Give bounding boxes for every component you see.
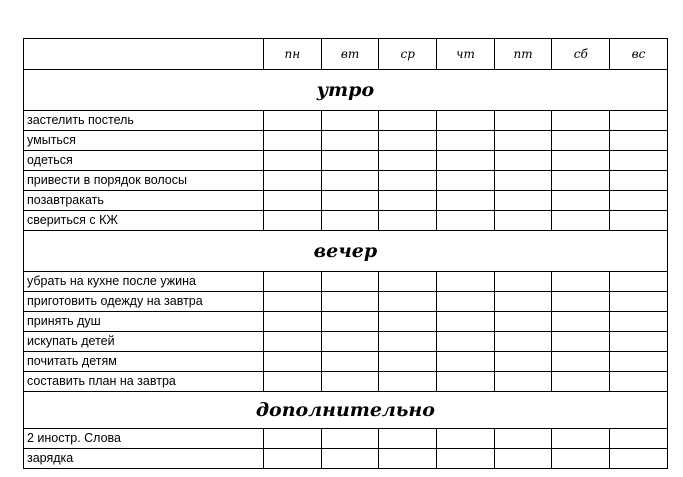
check-cell[interactable]: [610, 372, 668, 392]
check-cell[interactable]: [437, 312, 495, 332]
check-cell[interactable]: [321, 131, 379, 151]
check-cell[interactable]: [494, 171, 552, 191]
task-label: одеться: [24, 151, 264, 171]
check-cell[interactable]: [264, 312, 322, 332]
check-cell[interactable]: [494, 429, 552, 449]
task-row: [24, 191, 668, 211]
check-cell[interactable]: [494, 332, 552, 352]
check-cell[interactable]: [494, 211, 552, 231]
check-cell[interactable]: [552, 272, 610, 292]
task-label: застелить постель: [24, 111, 264, 131]
check-cell[interactable]: [264, 429, 322, 449]
task-label: приготовить одежду на завтра: [24, 292, 264, 312]
day-header-sat: сб: [552, 39, 610, 70]
day-header-fri: пт: [494, 39, 552, 70]
check-cell[interactable]: [610, 312, 668, 332]
check-cell[interactable]: [610, 272, 668, 292]
check-cell[interactable]: [321, 372, 379, 392]
section-title: дополнительно: [24, 392, 668, 429]
task-label: 2 иностр. Слова: [24, 429, 264, 449]
task-row: [24, 352, 668, 372]
check-cell[interactable]: [494, 191, 552, 211]
check-cell[interactable]: [321, 272, 379, 292]
check-cell[interactable]: [494, 272, 552, 292]
task-label: свериться с КЖ: [24, 211, 264, 231]
check-cell[interactable]: [379, 191, 437, 211]
check-cell[interactable]: [321, 211, 379, 231]
check-cell[interactable]: [552, 151, 610, 171]
check-cell[interactable]: [321, 151, 379, 171]
task-row: [24, 292, 668, 312]
check-cell[interactable]: [552, 171, 610, 191]
check-cell[interactable]: [552, 191, 610, 211]
day-header-thu: чт: [437, 39, 495, 70]
task-row: [24, 372, 668, 392]
check-cell[interactable]: [437, 332, 495, 352]
check-cell[interactable]: [494, 449, 552, 469]
task-label: привести в порядок волосы: [24, 171, 264, 191]
task-row: [24, 131, 668, 151]
habit-tracker-table: [23, 38, 668, 469]
check-cell[interactable]: [264, 352, 322, 372]
task-label: умыться: [24, 131, 264, 151]
check-cell[interactable]: [437, 292, 495, 312]
check-cell[interactable]: [437, 191, 495, 211]
check-cell[interactable]: [379, 211, 437, 231]
check-cell[interactable]: [379, 352, 437, 372]
check-cell[interactable]: [264, 211, 322, 231]
check-cell[interactable]: [379, 292, 437, 312]
day-header-sun: вс: [610, 39, 668, 70]
check-cell[interactable]: [379, 449, 437, 469]
check-cell[interactable]: [264, 191, 322, 211]
section-row: [24, 231, 668, 272]
section-title: утро: [24, 70, 668, 111]
task-row: [24, 272, 668, 292]
task-label: принять душ: [24, 312, 264, 332]
section-row: [24, 392, 668, 429]
task-row: [24, 429, 668, 449]
day-header-mon: пн: [264, 39, 322, 70]
check-cell[interactable]: [610, 151, 668, 171]
check-cell[interactable]: [552, 332, 610, 352]
check-cell[interactable]: [264, 332, 322, 352]
task-row: [24, 171, 668, 191]
check-cell[interactable]: [321, 449, 379, 469]
check-cell[interactable]: [379, 312, 437, 332]
task-row: [24, 449, 668, 469]
day-header-wed: ср: [379, 39, 437, 70]
check-cell[interactable]: [379, 372, 437, 392]
check-cell[interactable]: [552, 449, 610, 469]
check-cell[interactable]: [437, 131, 495, 151]
check-cell[interactable]: [494, 111, 552, 131]
check-cell[interactable]: [264, 151, 322, 171]
check-cell[interactable]: [264, 131, 322, 151]
task-label: почитать детям: [24, 352, 264, 372]
corner-cell: [24, 39, 264, 70]
check-cell[interactable]: [264, 272, 322, 292]
check-cell[interactable]: [321, 111, 379, 131]
check-cell[interactable]: [437, 111, 495, 131]
check-cell[interactable]: [321, 352, 379, 372]
check-cell[interactable]: [437, 352, 495, 372]
task-label: искупать детей: [24, 332, 264, 352]
task-row: [24, 111, 668, 131]
check-cell[interactable]: [552, 111, 610, 131]
check-cell[interactable]: [321, 312, 379, 332]
check-cell[interactable]: [321, 191, 379, 211]
task-row: [24, 312, 668, 332]
check-cell[interactable]: [494, 151, 552, 171]
check-cell[interactable]: [552, 131, 610, 151]
check-cell[interactable]: [552, 372, 610, 392]
check-cell[interactable]: [437, 449, 495, 469]
task-label: составить план на завтра: [24, 372, 264, 392]
check-cell[interactable]: [552, 429, 610, 449]
check-cell[interactable]: [437, 272, 495, 292]
check-cell[interactable]: [610, 171, 668, 191]
check-cell[interactable]: [494, 292, 552, 312]
check-cell[interactable]: [610, 292, 668, 312]
check-cell[interactable]: [379, 332, 437, 352]
check-cell[interactable]: [379, 111, 437, 131]
check-cell[interactable]: [552, 312, 610, 332]
check-cell[interactable]: [610, 352, 668, 372]
check-cell[interactable]: [264, 292, 322, 312]
check-cell[interactable]: [552, 292, 610, 312]
check-cell[interactable]: [437, 151, 495, 171]
check-cell[interactable]: [379, 272, 437, 292]
check-cell[interactable]: [610, 211, 668, 231]
check-cell[interactable]: [610, 131, 668, 151]
task-label: убрать на кухне после ужина: [24, 272, 264, 292]
task-row: [24, 151, 668, 171]
check-cell[interactable]: [321, 332, 379, 352]
check-cell[interactable]: [494, 312, 552, 332]
check-cell[interactable]: [379, 171, 437, 191]
check-cell[interactable]: [264, 372, 322, 392]
check-cell[interactable]: [437, 211, 495, 231]
header-row: [24, 39, 668, 70]
check-cell[interactable]: [437, 171, 495, 191]
check-cell[interactable]: [494, 131, 552, 151]
check-cell[interactable]: [379, 151, 437, 171]
check-cell[interactable]: [321, 429, 379, 449]
check-cell[interactable]: [610, 332, 668, 352]
check-cell[interactable]: [437, 429, 495, 449]
check-cell[interactable]: [264, 449, 322, 469]
check-cell[interactable]: [552, 211, 610, 231]
check-cell[interactable]: [494, 372, 552, 392]
check-cell[interactable]: [437, 372, 495, 392]
check-cell[interactable]: [610, 449, 668, 469]
task-row: [24, 332, 668, 352]
check-cell[interactable]: [610, 429, 668, 449]
task-label: позавтракать: [24, 191, 264, 211]
check-cell[interactable]: [552, 352, 610, 372]
check-cell[interactable]: [610, 111, 668, 131]
check-cell[interactable]: [610, 191, 668, 211]
check-cell[interactable]: [264, 171, 322, 191]
check-cell[interactable]: [494, 352, 552, 372]
check-cell[interactable]: [379, 429, 437, 449]
task-row: [24, 211, 668, 231]
day-header-tue: вт: [321, 39, 379, 70]
check-cell[interactable]: [264, 111, 322, 131]
task-label: зарядка: [24, 449, 264, 469]
check-cell[interactable]: [321, 171, 379, 191]
check-cell[interactable]: [379, 131, 437, 151]
section-title: вечер: [24, 231, 668, 272]
check-cell[interactable]: [321, 292, 379, 312]
section-row: [24, 70, 668, 111]
